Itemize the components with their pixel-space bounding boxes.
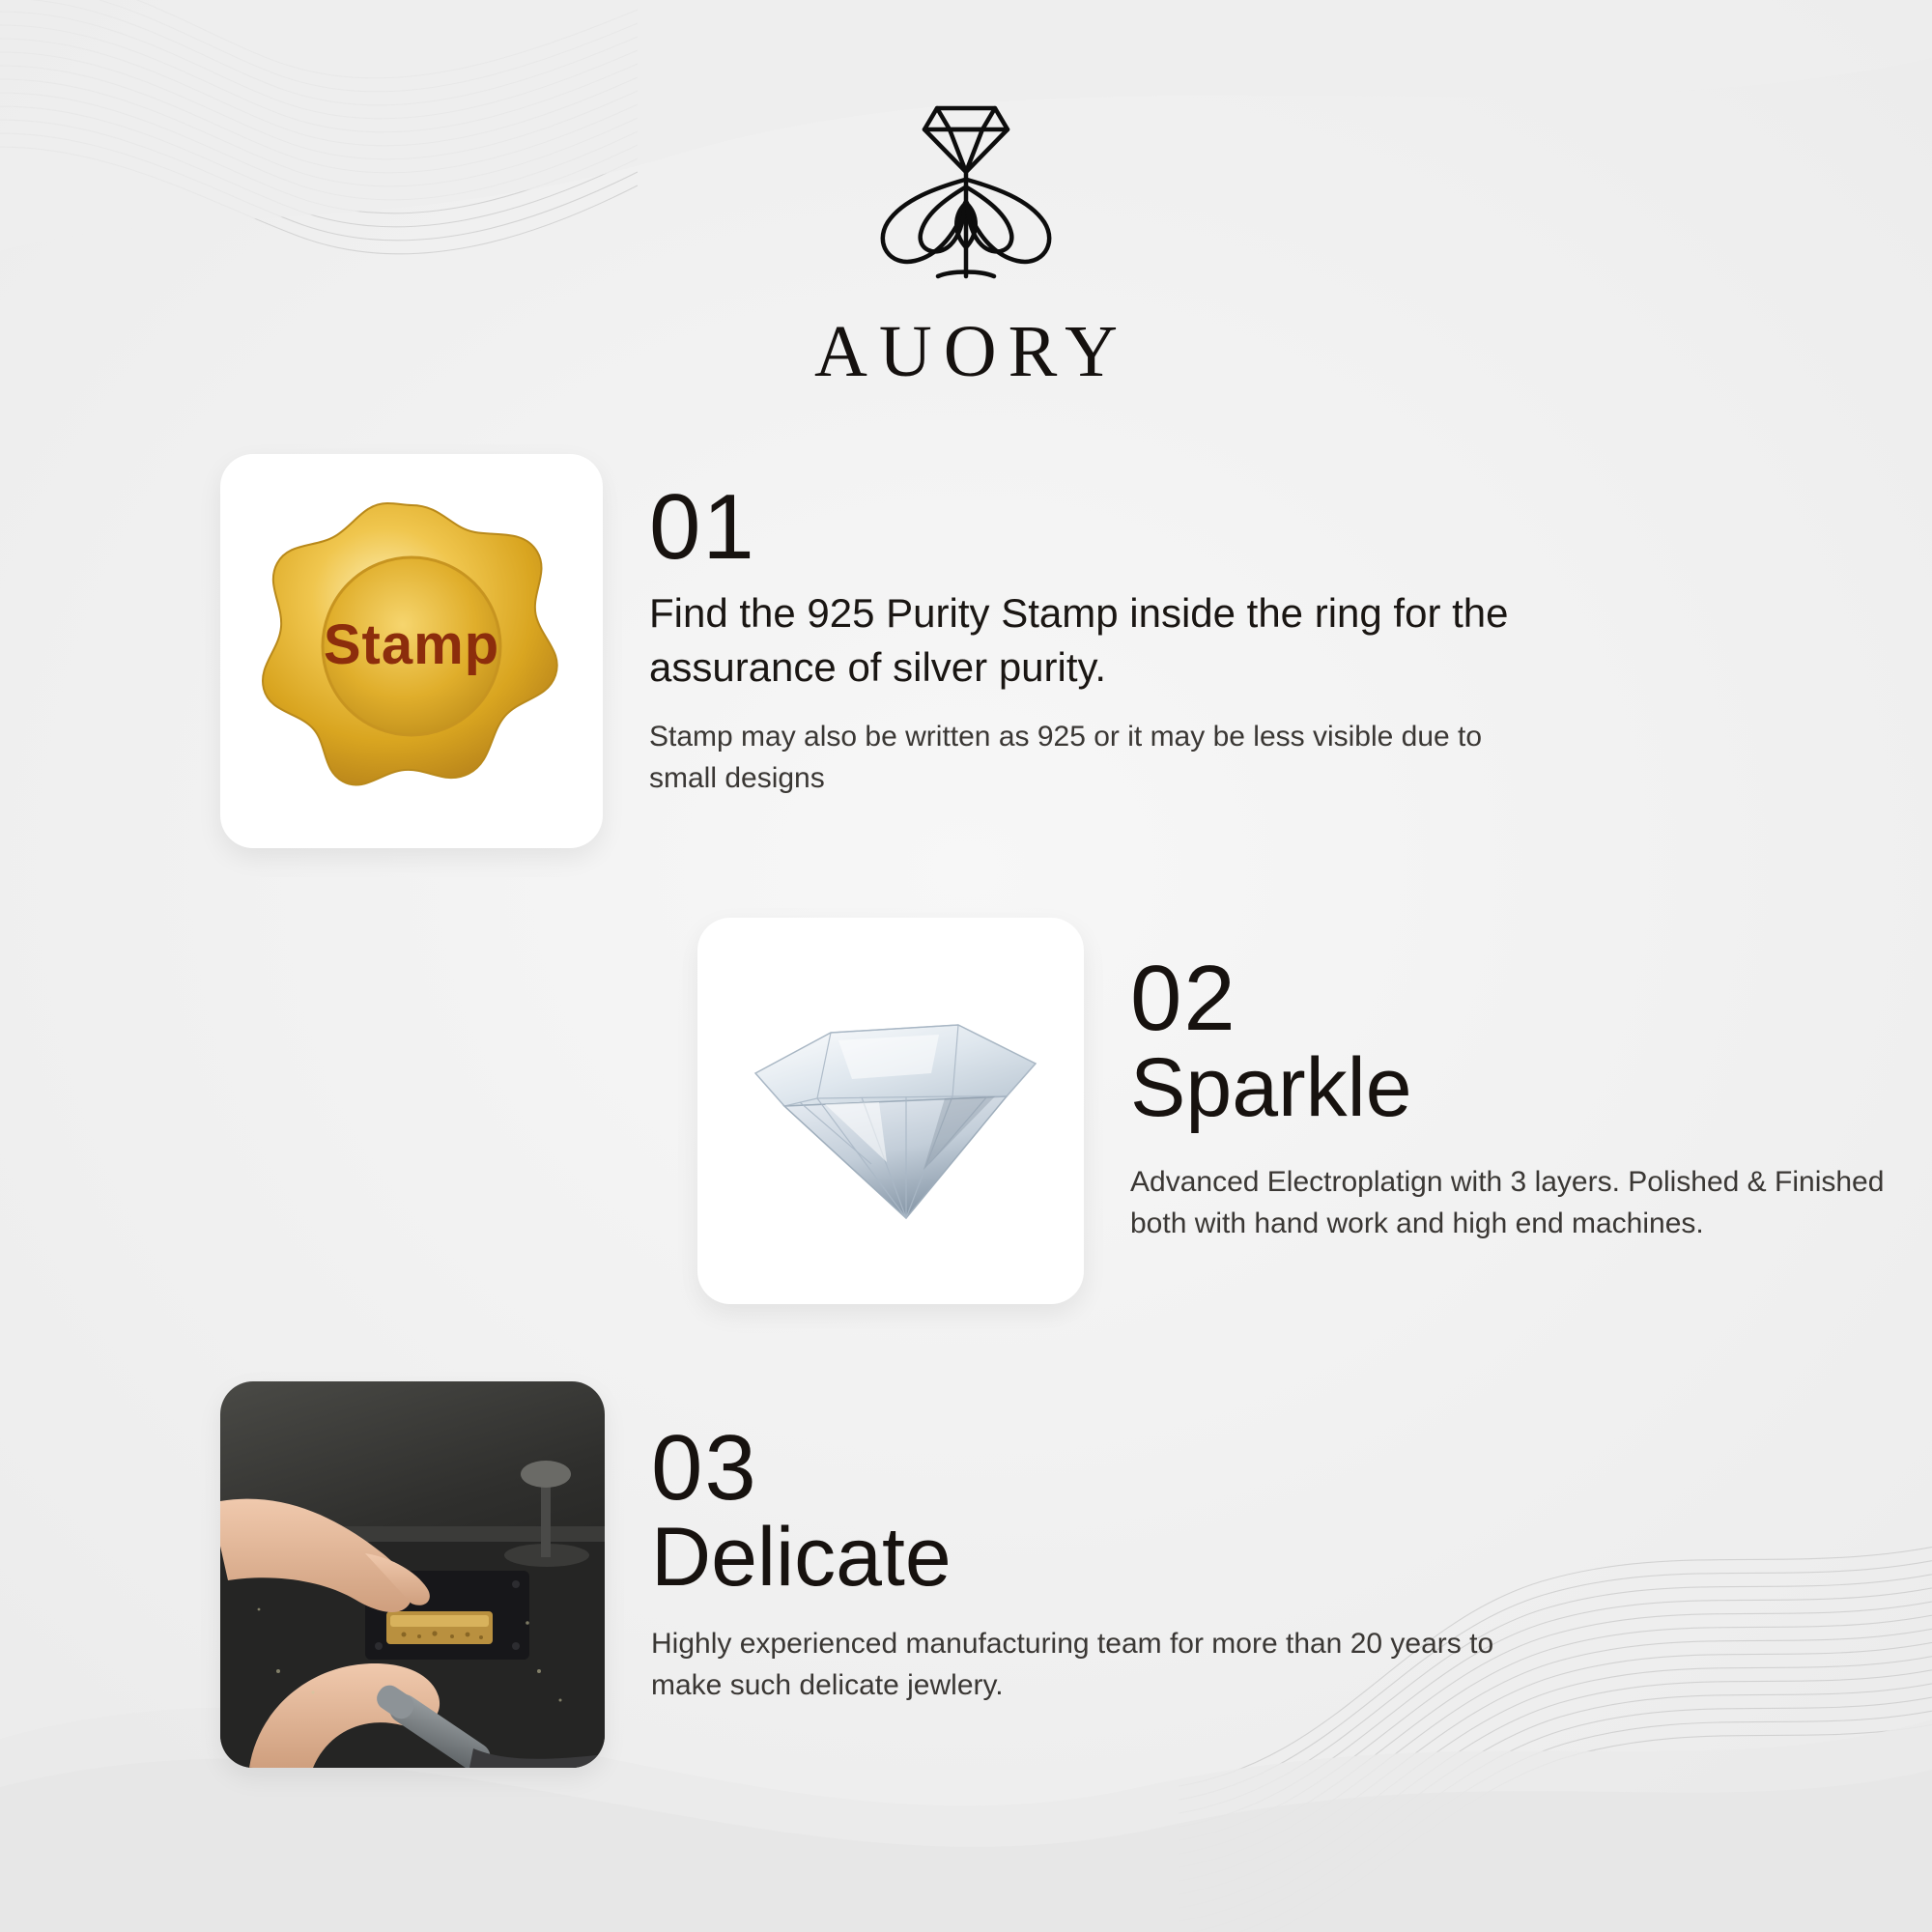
brand-header — [0, 87, 1932, 392]
diamond-gemstone-image — [697, 918, 1084, 1304]
step-title: Sparkle — [1130, 1041, 1412, 1135]
step-sub-text: Stamp may also be written as 925 or it may be less visible due to small designs — [649, 721, 1483, 794]
step-number: 03 — [651, 1416, 758, 1520]
step-lead-text: Find the 925 Purity Stamp inside the ring for the assurance of silver purity. — [649, 590, 1509, 690]
step-sub-text: Highly experienced manufacturing team for more than 20 years to make such delicate jewlery. — [651, 1628, 1494, 1701]
wax-seal-icon — [252, 492, 571, 810]
step-card-02 — [697, 918, 1903, 1304]
step-number: 01 — [649, 475, 756, 579]
step-sub-text: Advanced Electroplatign with 3 layers. Polished & Finished both with hand work and high end machines. — [1130, 1166, 1885, 1239]
step-card-03 — [220, 1381, 1520, 1768]
diamond-floral-logo-icon — [845, 87, 1087, 290]
brand-name: AUORY — [813, 311, 1130, 392]
step-title: Delicate — [651, 1511, 952, 1605]
diamond-icon — [717, 990, 1065, 1232]
step-number: 02 — [1130, 947, 1237, 1050]
step-card-01 — [220, 454, 1519, 848]
workshop-photo-illustration — [220, 1381, 605, 1768]
jeweler-workshop-image — [220, 1381, 605, 1768]
svg-text:Stamp: Stamp — [323, 613, 500, 676]
wax-seal-stamp-image — [220, 454, 603, 848]
